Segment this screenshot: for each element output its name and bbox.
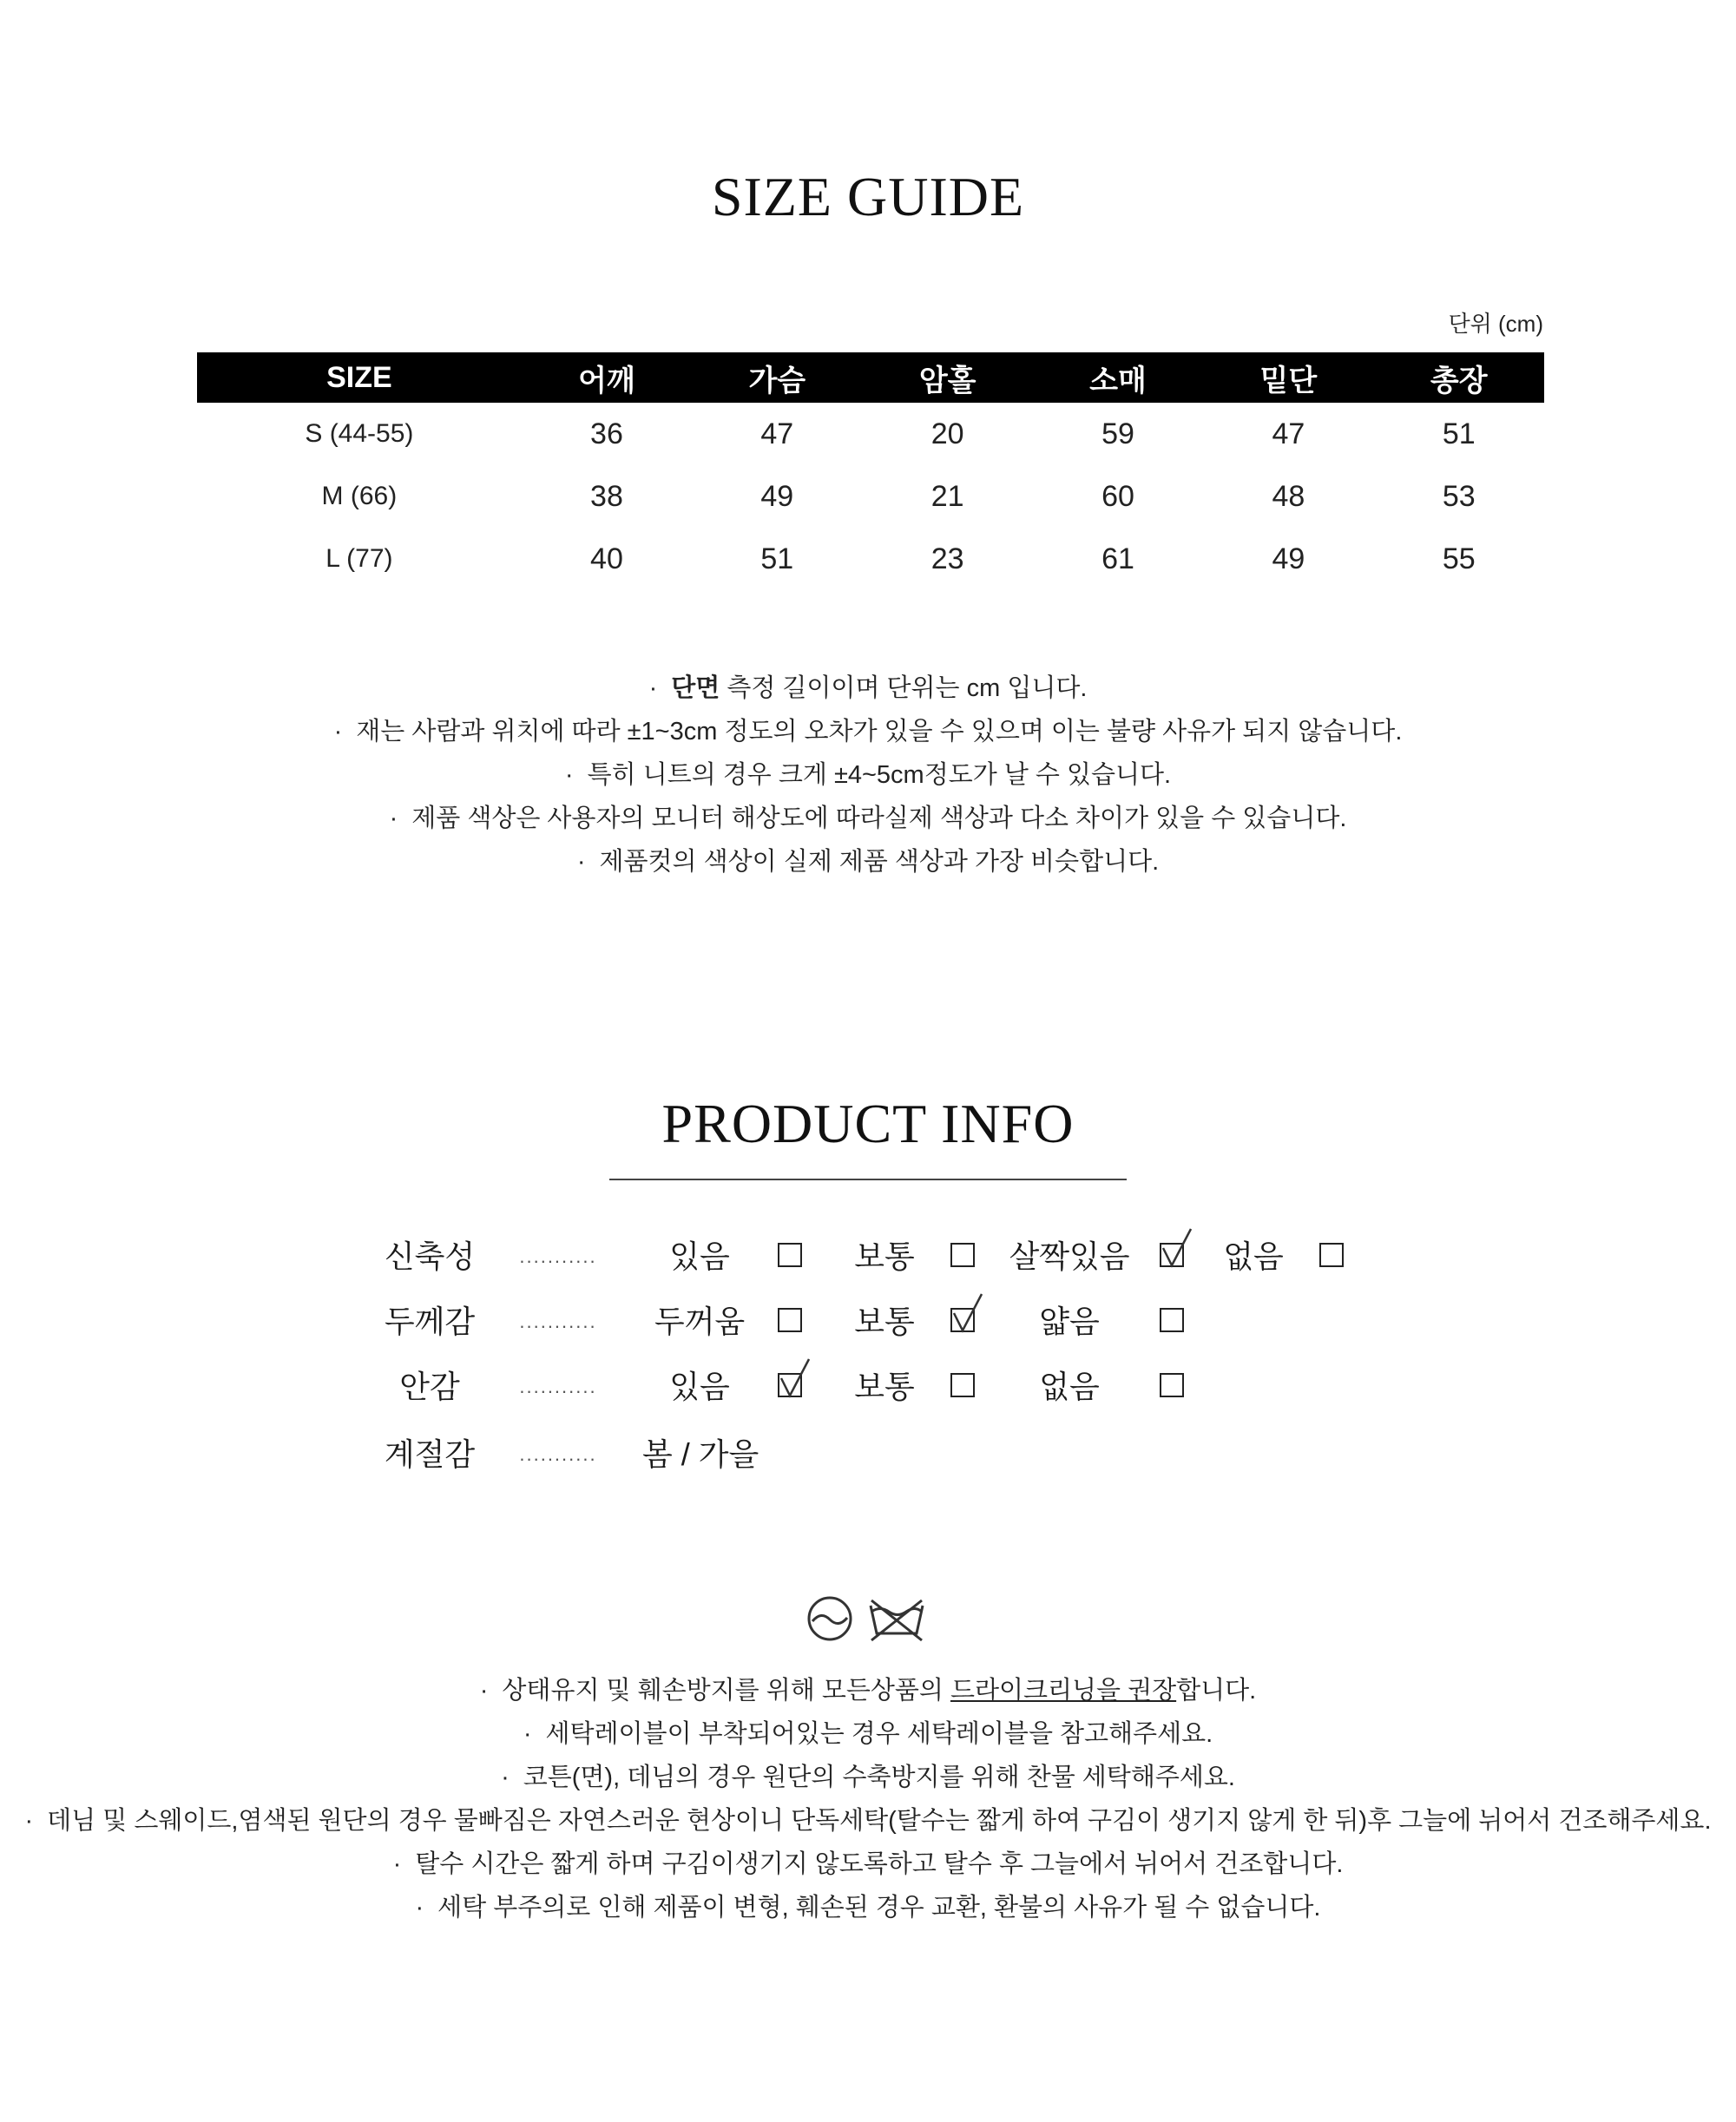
header-chest: 가슴 xyxy=(692,352,862,403)
product-info-title: PRODUCT INFO xyxy=(661,1093,1075,1154)
info-label: 안감 xyxy=(399,1369,460,1404)
option-label: 없음 xyxy=(1039,1369,1100,1404)
care-note: · 세탁 부주의로 인해 제품이 변형, 훼손된 경우 교환, 환불의 사유가 될 수 없습니다. xyxy=(415,1894,1321,1922)
info-row-season xyxy=(0,1429,1736,1481)
table-row xyxy=(197,465,1544,528)
note-text: 탈수 시간은 짧게 하며 구김이생기지 않도록하고 탈수 후 그늘에서 뉘어서 건조합니다. xyxy=(415,1850,1344,1878)
title-divider xyxy=(609,1179,1127,1180)
option-label: 살짝있음 xyxy=(1009,1238,1130,1274)
checkbox[interactable] xyxy=(778,1373,802,1397)
shoulder-cell: 40 xyxy=(590,542,623,575)
check-mark-icon xyxy=(950,1292,985,1336)
note-text: 코튼(면), 데님의 경우 원단의 수축방지를 위해 찬물 세탁해주세요. xyxy=(523,1764,1235,1791)
checkbox[interactable] xyxy=(950,1308,975,1332)
note-text: 합니다. xyxy=(1176,1677,1257,1705)
size-cell: M (66) xyxy=(321,482,398,510)
care-icons xyxy=(806,1588,936,1649)
checkbox[interactable] xyxy=(1319,1243,1344,1267)
info-label: 신축성 xyxy=(384,1238,476,1274)
length-cell: 55 xyxy=(1442,542,1476,575)
size-cell: S (44-55) xyxy=(305,419,414,448)
info-row-stretch xyxy=(0,1231,1736,1283)
chest-cell: 47 xyxy=(760,417,794,450)
checkbox[interactable] xyxy=(950,1373,975,1397)
length-cell: 51 xyxy=(1442,417,1476,450)
table-row xyxy=(197,528,1544,590)
checkbox[interactable] xyxy=(778,1243,802,1267)
hem-cell: 48 xyxy=(1272,479,1305,513)
size-notes xyxy=(0,667,1736,884)
info-row-thickness xyxy=(0,1296,1736,1348)
header-hem: 밑단 xyxy=(1203,352,1373,403)
header-size: SIZE xyxy=(197,352,522,403)
care-note: · 상태유지 및 훼손방지를 위해 모든상품의 드라이크리닝을 권장합니다. xyxy=(479,1677,1257,1705)
care-note: · 세탁레이블이 부착되어있는 경우 세탁레이블을 참고해주세요. xyxy=(523,1720,1213,1748)
size-note: · 제품 색상은 사용자의 모니터 해상도에 따라실제 색상과 다소 차이가 있을 수 있습니다. xyxy=(389,805,1347,832)
checkbox[interactable] xyxy=(950,1243,975,1267)
size-note: · 특히 니트의 경우 크게 ±4~5cm정도가 날 수 있습니다. xyxy=(564,761,1172,789)
armhole-cell: 20 xyxy=(930,417,964,450)
size-guide-title: SIZE GUIDE xyxy=(711,166,1025,227)
leader-dots: ........... xyxy=(519,1376,597,1397)
hand-wash-icon xyxy=(809,1598,851,1639)
sleeve-cell: 59 xyxy=(1101,417,1134,450)
option-label: 있음 xyxy=(669,1238,730,1274)
note-text: 데님 및 스웨이드,염색된 원단의 경우 물빠짐은 자연스러운 현상이니 단독세탁(탈수는 짧게 하여 구김이 생기지 않게 한 뒤)후 그늘에 뉘어서 건조해주세요. xyxy=(47,1807,1712,1835)
length-cell: 53 xyxy=(1442,479,1476,513)
note-text: 세탁레이블이 부착되어있는 경우 세탁레이블을 참고해주세요. xyxy=(545,1720,1213,1748)
note-text: 측정 길이이며 단위는 cm 입니다. xyxy=(720,674,1088,702)
size-note: · 단면 측정 길이이며 단위는 cm 입니다. xyxy=(648,674,1088,702)
note-text: 특히 니트의 경우 크게 ±4~5cm정도가 날 수 있습니다. xyxy=(587,761,1172,789)
leader-dots: ........... xyxy=(519,1245,597,1267)
chest-cell: 51 xyxy=(760,542,794,575)
care-note: · 코튼(면), 데님의 경우 원단의 수축방지를 위해 찬물 세탁해주세요. xyxy=(501,1764,1235,1791)
header-armhole: 암홀 xyxy=(862,352,1032,403)
note-text: 상태유지 및 훼손방지를 위해 모든상품의 xyxy=(502,1677,950,1705)
size-note: · 재는 사람과 위치에 따라 ±1~3cm 정도의 오차가 있을 수 있으며 이는 불량 사유가 되지 않습니다. xyxy=(333,718,1403,746)
size-cell: L (77) xyxy=(326,544,393,573)
sleeve-cell: 60 xyxy=(1101,479,1134,513)
option-label: 없음 xyxy=(1223,1238,1284,1274)
note-emphasis: 단면 xyxy=(671,674,720,702)
care-notes xyxy=(0,1669,1736,1929)
leader-dots: ........... xyxy=(519,1311,597,1332)
shoulder-cell: 36 xyxy=(590,417,623,450)
no-wash-icon xyxy=(871,1600,923,1640)
unit-label: 단위 (cm) xyxy=(1448,311,1543,337)
size-note: · 제품컷의 색상이 실제 제품 색상과 가장 비슷합니다. xyxy=(576,848,1160,876)
info-label: 두께감 xyxy=(384,1304,476,1339)
armhole-cell: 21 xyxy=(930,479,964,513)
header-shoulder: 어깨 xyxy=(522,352,692,403)
hem-cell: 47 xyxy=(1272,417,1305,450)
note-text: 세탁 부주의로 인해 제품이 변형, 훼손된 경우 교환, 환불의 사유가 될 수 없습니다. xyxy=(437,1894,1321,1922)
note-underline: 드라이크리닝을 권장 xyxy=(950,1677,1177,1705)
checkbox[interactable] xyxy=(778,1308,802,1332)
armhole-cell: 23 xyxy=(930,542,964,575)
care-note: · 탈수 시간은 짧게 하며 구김이생기지 않도록하고 탈수 후 그늘에서 뉘어서 건조합니다. xyxy=(392,1850,1344,1878)
leader-dots: ........... xyxy=(519,1443,597,1465)
size-table-header xyxy=(197,352,1544,403)
option-label: 두꺼움 xyxy=(654,1304,746,1339)
info-label: 계절감 xyxy=(384,1436,476,1472)
header-length: 총장 xyxy=(1374,352,1544,403)
checkbox[interactable] xyxy=(1160,1373,1184,1397)
note-text: 재는 사람과 위치에 따라 ±1~3cm 정도의 오차가 있을 수 있으며 이는 불량 사유가 되지 않습니다. xyxy=(356,718,1403,746)
option-label: 보통 xyxy=(854,1304,915,1339)
option-label: 보통 xyxy=(854,1238,915,1274)
size-table xyxy=(197,352,1544,590)
header-sleeve: 소매 xyxy=(1033,352,1203,403)
option-label: 보통 xyxy=(854,1369,915,1404)
note-text: 제품컷의 색상이 실제 제품 색상과 가장 비슷합니다. xyxy=(599,848,1160,876)
shoulder-cell: 38 xyxy=(590,479,623,513)
hem-cell: 49 xyxy=(1272,542,1305,575)
table-row xyxy=(197,403,1544,465)
care-note: · 데님 및 스웨이드,염색된 원단의 경우 물빠짐은 자연스러운 현상이니 단독세탁(탈수는 짧게 하여 구김이 생기지 않게 한 뒤)후 그늘에 뉘어서 건조해주세요. xyxy=(24,1807,1712,1835)
chest-cell: 49 xyxy=(760,479,794,513)
note-text: 제품 색상은 사용자의 모니터 해상도에 따라실제 색상과 다소 차이가 있을 수 있습니다. xyxy=(411,805,1347,832)
season-value: 봄 / 가을 xyxy=(642,1436,760,1472)
info-row-lining xyxy=(0,1361,1736,1413)
option-label: 얇음 xyxy=(1039,1304,1100,1339)
checkbox[interactable] xyxy=(1160,1308,1184,1332)
option-label: 있음 xyxy=(669,1369,730,1404)
sleeve-cell: 61 xyxy=(1101,542,1134,575)
